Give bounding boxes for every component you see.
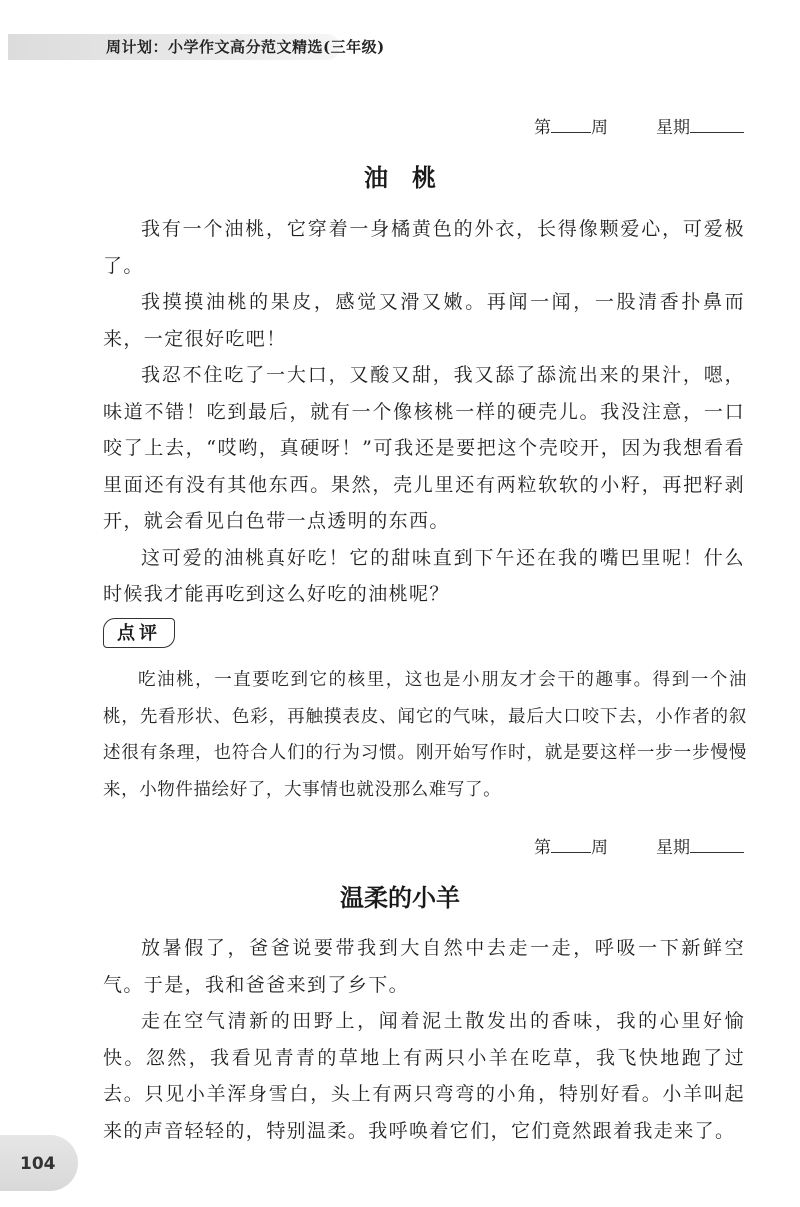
week-blank — [551, 118, 591, 133]
week-prefix: 第 — [534, 118, 551, 138]
date-line-2 — [534, 833, 744, 858]
week-blank — [551, 838, 591, 853]
week-suffix: 周 — [591, 838, 608, 858]
article-body-2 — [103, 930, 745, 1149]
paragraph: 我忍不住吃了一大口，又酸又甜，我又舔了舔流出来的果汁，嗯，味道不错！吃到最后，就有一个像核桃一样的硬壳儿。我没注意，一口咬了上去，“哎哟，真硬呀！”可我还是要把这个壳咬开，因为我想看看里面还有没有其他东西。果然，壳儿里还有两粒软软的小籽，再把籽剥开，就会看见白色带一点透明的东西。 — [103, 364, 745, 532]
paragraph: 我摸摸油桃的果皮，感觉又滑又嫩。再闻一闻，一股清香扑鼻而来，一定很好吃吧！ — [103, 291, 745, 350]
paragraph: 走在空气清新的田野上，闻着泥土散发出的香味，我的心里好愉快。忽然，我看见青青的草地上有两只小羊在吃草，我飞快地跑了过去。只见小羊浑身雪白，头上有两只弯弯的小角，特别好看。小羊叫起来的声音轻轻的，特别温柔。我呼唤着它们，它们竟然跟着我走来了。 — [103, 1010, 745, 1142]
article-title-2: 温柔的小羊 — [340, 884, 460, 912]
paragraph: 放暑假了，爸爸说要带我到大自然中去走一走，呼吸一下新鲜空气。于是，我和爸爸来到了乡下。 — [103, 937, 745, 996]
week-prefix: 第 — [534, 838, 551, 858]
paragraph: 这可爱的油桃真好吃！它的甜味直到下午还在我的嘴巴里呢！什么时候我才能再吃到这么好吃的油桃呢？ — [103, 546, 745, 605]
review-badge: 点评 — [103, 618, 175, 648]
page-number: 104 — [20, 1154, 56, 1174]
paragraph: 我有一个油桃，它穿着一身橘黄色的外衣，长得像颗爱心，可爱极了。 — [103, 218, 745, 277]
series-title: 周计划：小学作文高分范文精选(三年级) — [106, 38, 385, 56]
article-body-1 — [103, 211, 745, 613]
weekday-label: 星期 — [656, 838, 690, 858]
article-title-1: 油 桃 — [364, 164, 436, 192]
date-line-1 — [534, 113, 744, 138]
review-paragraph: 吃油桃，一直要吃到它的核里，这也是小朋友才会干的趣事。得到一个油桃，先看形状、色彩，再触摸表皮、闻它的气味，最后大口咬下去，小作者的叙述很有条理，也符合人们的行为习惯。刚开始写作时，就是要这样一步一步慢慢来，小物件描绘好了，大事情也就没那么难写了。 — [103, 670, 747, 800]
weekday-blank — [690, 838, 744, 853]
weekday-label: 星期 — [656, 118, 690, 138]
review-text — [103, 662, 747, 808]
week-suffix: 周 — [591, 118, 608, 138]
weekday-blank — [690, 118, 744, 133]
